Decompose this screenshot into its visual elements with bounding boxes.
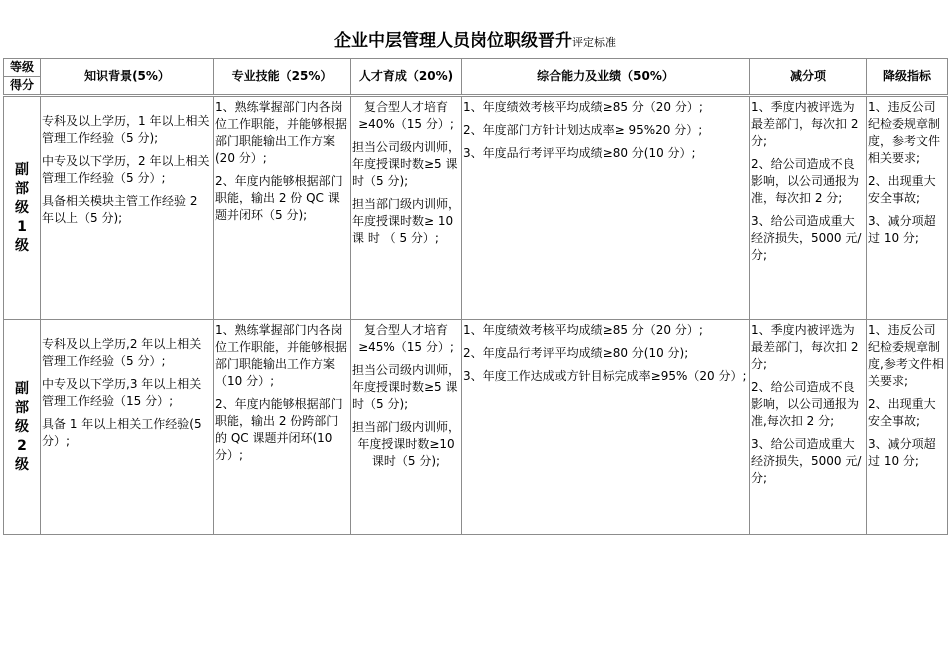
cell-demotion: 1、违反公司纪检委规章制度,参考文件相关要求; 2、出现重大安全事故; 3、减分项超过 10 分; xyxy=(867,320,948,535)
header-talent: 人才育成（20%) xyxy=(351,59,462,96)
document-title xyxy=(0,26,950,51)
cell-talent: 复合型人才培育≥45%（15 分）; 担当公司级内训师，年度授课时数≥5 课时（5 分); 担当部门级内训师，年度授课时数≥10 课时（5 分); xyxy=(351,320,462,535)
header-skills: 专业技能（25%） xyxy=(214,59,351,96)
row-level-label: 副 部 级 2 级 xyxy=(4,320,41,535)
promotion-criteria-table xyxy=(3,58,948,535)
cell-knowledge: 专科及以上学历，1 年以上相关管理工作经验（5 分); 中专及以下学历，2 年以上相关管理工作经验（5 分）; 具备相关模块主管工作经验 2 年以上（5 分); xyxy=(41,96,214,320)
cell-skills: 1、熟练掌握部门内各岗位工作职能，并能够根据部门职能输出工作方案(20 分）; 2、年度内能够根据部门职能，输出 2 份 QC 课题并闭环（5 分); xyxy=(214,96,351,320)
cell-demotion: 1、违反公司纪检委规章制度，参考文件相关要求; 2、出现重大安全事故; 3、减分项超过 10 分; xyxy=(867,96,948,320)
table-row-level-2 xyxy=(4,320,948,535)
cell-deductions: 1、季度内被评选为最差部门，每次扣 2 分; 2、给公司造成不良影响，以公司通报为准,每次扣 2 分; 3、给公司造成重大经济损失，5000 元/分; xyxy=(750,320,867,535)
cell-performance: 1、年度绩效考核平均成绩≥85 分（20 分）; 2、年度部门方针计划达成率≥ 95%20 分）; 3、年度品行考评平均成绩≥80 分(10 分）; xyxy=(462,96,750,320)
title-main: 企业中层管理人员岗位职级晋升 xyxy=(334,31,572,51)
corner-score-label: 得分 xyxy=(4,77,41,96)
header-knowledge: 知识背景(5%） xyxy=(41,59,214,96)
header-performance: 综合能力及业绩（50%） xyxy=(462,59,750,96)
cell-knowledge: 专科及以上学历,2 年以上相关管理工作经验（5 分）; 中专及以下学历,3 年以上相关管理工作经验（15 分）; 具备 1 年以上相关工作经验(5 分）; xyxy=(41,320,214,535)
row-level-label: 副 部 级 1 级 xyxy=(4,96,41,320)
header-row xyxy=(4,59,948,77)
table-row-level-1 xyxy=(4,96,948,320)
cell-talent: 复合型人才培育≥40%（15 分）; 担当公司级内训师，年度授课时数≥5 课时（5 分); 担当部门级内训师，年度授课时数≥ 10 课 时 （ 5 分）; xyxy=(351,96,462,320)
header-demotion: 降级指标 xyxy=(867,59,948,96)
header-deductions: 减分项 xyxy=(750,59,867,96)
cell-skills: 1、熟练掌握部门内各岗位工作职能，并能够根据部门职能输出工作方案（10 分）; 2、年度内能够根据部门职能，输出 2 份跨部门的 QC 课题并闭环(10 分）; xyxy=(214,320,351,535)
cell-deductions: 1、季度内被评选为最差部门，每次扣 2 分; 2、给公司造成不良影响，以公司通报为准，每次扣 2 分; 3、给公司造成重大经济损失，5000 元/分; xyxy=(750,96,867,320)
cell-performance: 1、年度绩效考核平均成绩≥85 分（20 分）; 2、年度品行考评平均成绩≥80 分(10 分); 3、年度工作达成或方针目标完成率≥95%（20 分）; xyxy=(462,320,750,535)
corner-level-label: 等级 xyxy=(4,59,41,77)
title-suffix: 评定标准 xyxy=(572,36,616,49)
